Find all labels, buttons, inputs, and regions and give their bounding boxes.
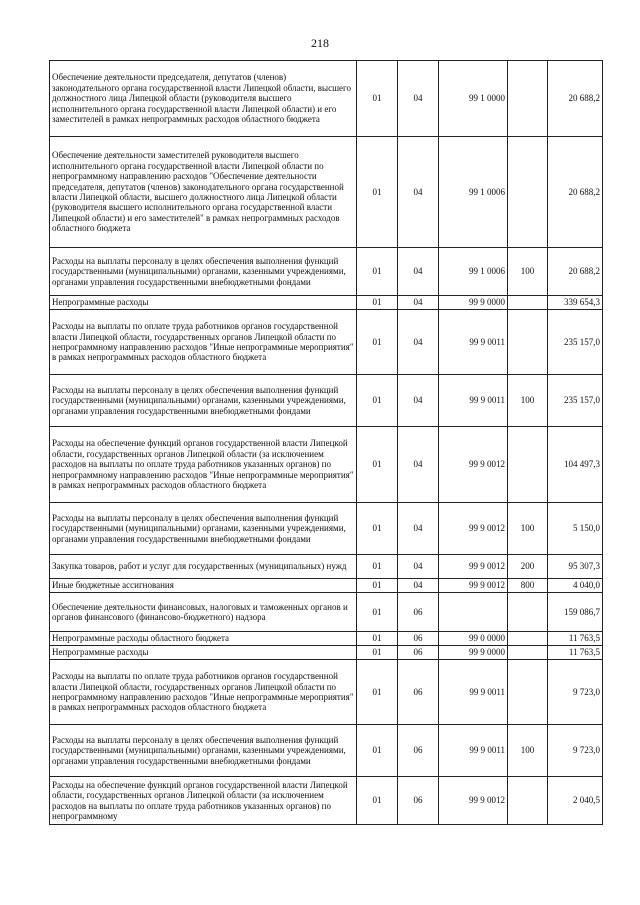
expense-type-cell <box>508 646 548 660</box>
expense-type-cell: 100 <box>508 503 548 555</box>
budget-table-body <box>50 61 603 825</box>
subsection-code-cell: 06 <box>398 777 439 825</box>
table-row <box>50 61 603 137</box>
subsection-code-cell: 04 <box>398 375 439 427</box>
table-row <box>50 310 603 375</box>
target-article-cell: 99 9 0012 <box>439 427 508 503</box>
amount-cell: 4 040,0 <box>548 579 603 593</box>
amount-cell: 11 763,5 <box>548 632 603 646</box>
expense-type-cell <box>508 632 548 646</box>
expense-type-cell <box>508 593 548 632</box>
subsection-code-cell: 04 <box>398 579 439 593</box>
section-code-cell: 01 <box>357 777 398 825</box>
subsection-code-cell: 04 <box>398 555 439 579</box>
section-code-cell: 01 <box>357 137 398 248</box>
amount-cell: 20 688,2 <box>548 137 603 248</box>
subsection-code-cell: 04 <box>398 503 439 555</box>
subsection-code-cell: 04 <box>398 137 439 248</box>
section-code-cell: 01 <box>357 555 398 579</box>
target-article-cell: 99 9 0011 <box>439 660 508 725</box>
section-code-cell: 01 <box>357 61 398 137</box>
expense-name-cell: Расходы на обеспечение функций органов государственной власти Липецкой области, государственных органов Липецкой области (за исключением расходов на выплаты по оплате труда работников указанных органов) по непрограммному направлению расходов "Иные непрограммные мероприятия" в рамках непрограммных расходов областного бюджета <box>50 427 357 503</box>
amount-cell: 2 040,5 <box>548 777 603 825</box>
amount-cell: 11 763,5 <box>548 646 603 660</box>
expense-name-cell: Расходы на выплаты персоналу в целях обеспечения выполнения функций государственными (муниципальными) органами, казенными учреждениями, органами управления государственными внебюджетными фондами <box>50 248 357 296</box>
amount-cell: 95 307,3 <box>548 555 603 579</box>
target-article-cell: 99 1 0006 <box>439 248 508 296</box>
page-number: 218 <box>311 36 329 50</box>
table-row <box>50 427 603 503</box>
table-row <box>50 593 603 632</box>
expense-type-cell <box>508 777 548 825</box>
expense-name-cell: Иные бюджетные ассигнования <box>50 579 357 593</box>
section-code-cell: 01 <box>357 503 398 555</box>
expense-type-cell: 800 <box>508 579 548 593</box>
amount-cell: 235 157,0 <box>548 375 603 427</box>
section-code-cell: 01 <box>357 310 398 375</box>
expense-type-cell <box>508 660 548 725</box>
budget-table <box>49 60 603 825</box>
target-article-cell: 99 0 0000 <box>439 632 508 646</box>
expense-type-cell <box>508 61 548 137</box>
expense-name-cell: Расходы на выплаты персоналу в целях обеспечения выполнения функций государственными (муниципальными) органами, казенными учреждениями, органами управления государственными внебюджетными фондами <box>50 725 357 777</box>
table-row <box>50 725 603 777</box>
table-row <box>50 375 603 427</box>
subsection-code-cell: 04 <box>398 427 439 503</box>
expense-type-cell <box>508 310 548 375</box>
amount-cell: 159 086,7 <box>548 593 603 632</box>
table-row <box>50 646 603 660</box>
amount-cell: 9 723,0 <box>548 725 603 777</box>
target-article-cell: 99 9 0012 <box>439 555 508 579</box>
subsection-code-cell: 06 <box>398 646 439 660</box>
target-article-cell <box>439 593 508 632</box>
subsection-code-cell: 06 <box>398 660 439 725</box>
section-code-cell: 01 <box>357 593 398 632</box>
section-code-cell: 01 <box>357 660 398 725</box>
target-article-cell: 99 9 0011 <box>439 375 508 427</box>
expense-type-cell: 100 <box>508 248 548 296</box>
table-row <box>50 579 603 593</box>
subsection-code-cell: 04 <box>398 310 439 375</box>
section-code-cell: 01 <box>357 296 398 310</box>
section-code-cell: 01 <box>357 375 398 427</box>
expense-type-cell: 200 <box>508 555 548 579</box>
target-article-cell: 99 9 0000 <box>439 296 508 310</box>
section-code-cell: 01 <box>357 248 398 296</box>
expense-type-cell: 100 <box>508 725 548 777</box>
table-row <box>50 296 603 310</box>
target-article-cell: 99 9 0012 <box>439 503 508 555</box>
section-code-cell: 01 <box>357 579 398 593</box>
expense-name-cell: Расходы на обеспечение функций органов государственной власти Липецкой области, государственных органов Липецкой области (за исключением расходов на выплаты по оплате труда работников указанных органов) по непрограммному <box>50 777 357 825</box>
amount-cell: 20 688,2 <box>548 61 603 137</box>
amount-cell: 339 654,3 <box>548 296 603 310</box>
table-row <box>50 777 603 825</box>
section-code-cell: 01 <box>357 725 398 777</box>
table-row <box>50 660 603 725</box>
expense-name-cell: Расходы на выплаты по оплате труда работников органов государственной власти Липецкой области, государственных органов Липецкой области по непрограммному направлению расходов "Иные непрограммные мероприятия" в рамках непрограммных расходов областного бюджета <box>50 310 357 375</box>
amount-cell: 9 723,0 <box>548 660 603 725</box>
table-row <box>50 632 603 646</box>
subsection-code-cell: 04 <box>398 248 439 296</box>
target-article-cell: 99 9 0011 <box>439 725 508 777</box>
expense-name-cell: Расходы на выплаты по оплате труда работников органов государственной власти Липецкой области, государственных органов Липецкой области по непрограммному направлению расходов "Иные непрограммные мероприятия" в рамках непрограммных расходов областного бюджета <box>50 660 357 725</box>
amount-cell: 20 688,2 <box>548 248 603 296</box>
amount-cell: 5 150,0 <box>548 503 603 555</box>
section-code-cell: 01 <box>357 646 398 660</box>
expense-name-cell: Непрограммные расходы <box>50 296 357 310</box>
amount-cell: 235 157,0 <box>548 310 603 375</box>
table-row <box>50 137 603 248</box>
section-code-cell: 01 <box>357 427 398 503</box>
subsection-code-cell: 04 <box>398 61 439 137</box>
table-row <box>50 555 603 579</box>
subsection-code-cell: 06 <box>398 632 439 646</box>
expense-type-cell <box>508 427 548 503</box>
subsection-code-cell: 06 <box>398 725 439 777</box>
expense-name-cell: Обеспечение деятельности финансовых, налоговых и таможенных органов и органов финансового (финансово-бюджетного) надзора <box>50 593 357 632</box>
expense-type-cell <box>508 137 548 248</box>
target-article-cell: 99 1 0006 <box>439 137 508 248</box>
expense-name-cell: Непрограммные расходы областного бюджета <box>50 632 357 646</box>
expense-name-cell: Непрограммные расходы <box>50 646 357 660</box>
target-article-cell: 99 9 0011 <box>439 310 508 375</box>
table-row <box>50 503 603 555</box>
expense-name-cell: Обеспечение деятельности председателя, депутатов (членов) законодательного органа государственной власти Липецкой области, высшего должностного лица Липецкой области (руководителя высшего исполнительного органа государственной власти Липецкой области) и его заместителей в рамках непрограммных расходов областного бюджета <box>50 61 357 137</box>
expense-name-cell: Обеспечение деятельности заместителей руководителя высшего исполнительного органа государственной власти Липецкой области по непрограммному направлению расходов "Обеспечение деятельности председателя, депутатов (членов) законодательного органа государственной власти Липецкой области, высшего должностного лица Липецкой области (руководителя высшего исполнительного органа государственной власти Липецкой области) и его заместителей" в рамках непрограммных расходов областного бюджета <box>50 137 357 248</box>
expense-name-cell: Расходы на выплаты персоналу в целях обеспечения выполнения функций государственными (муниципальными) органами, казенными учреждениями, органами управления государственными внебюджетными фондами <box>50 375 357 427</box>
expense-name-cell: Расходы на выплаты персоналу в целях обеспечения выполнения функций государственными (муниципальными) органами, казенными учреждениями, органами управления государственными внебюджетными фондами <box>50 503 357 555</box>
target-article-cell: 99 9 0012 <box>439 579 508 593</box>
expense-type-cell <box>508 296 548 310</box>
table-row <box>50 248 603 296</box>
target-article-cell: 99 9 0000 <box>439 646 508 660</box>
subsection-code-cell: 06 <box>398 593 439 632</box>
expense-name-cell: Закупка товаров, работ и услуг для государственных (муниципальных) нужд <box>50 555 357 579</box>
target-article-cell: 99 9 0012 <box>439 777 508 825</box>
subsection-code-cell: 04 <box>398 296 439 310</box>
section-code-cell: 01 <box>357 632 398 646</box>
target-article-cell: 99 1 0000 <box>439 61 508 137</box>
amount-cell: 104 497,3 <box>548 427 603 503</box>
expense-type-cell: 100 <box>508 375 548 427</box>
